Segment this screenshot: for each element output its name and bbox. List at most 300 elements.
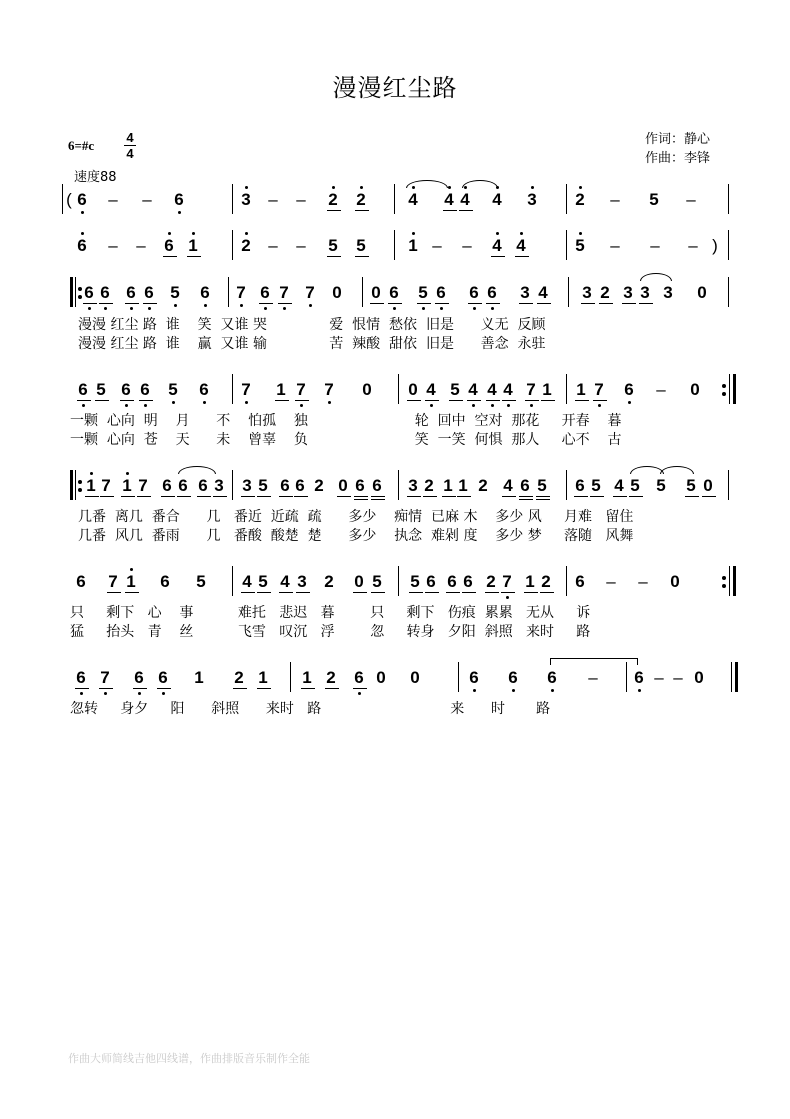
note: 4 [426,380,436,399]
low-dot [80,692,83,695]
note: 1 [194,668,204,687]
low-dot [628,401,631,404]
underline [278,303,292,304]
low-dot [430,404,433,407]
note: 1 [443,476,453,495]
final-thin [731,662,732,692]
repeat-start-thin [75,470,76,500]
lyric-line: 一颗 心向 苍 天 未 曾辜 负 笑 一笑 何惧 那人 心不 古 [70,432,622,448]
low-dot [264,307,267,310]
barline [566,184,567,214]
note: 6 [624,380,634,399]
high-dot [448,186,451,189]
low-dot [393,307,396,310]
low-dot [178,211,181,214]
time-signature-top: 4 [126,130,134,145]
note: 7 [296,380,306,399]
lyric-line: 漫漫 红尘 路 谁 笑 又谁 哭 爱 恨情 愁依 旧是 义无 反顾 [78,317,546,333]
underline [581,303,595,304]
note: 6 [487,283,497,302]
underline [296,592,310,593]
underline [197,496,211,497]
high-dot [579,232,582,235]
underline [446,592,460,593]
lyric-line: 只 剩下 心 事 难托 悲迟 暮 只 剩下 伤痕 累累 无从 诉 [70,605,591,621]
note: 6 [436,283,446,302]
paren: ) [712,236,718,255]
note: 6 [469,668,479,687]
slur [178,466,216,474]
underline [337,496,351,497]
note: 7 [279,283,289,302]
high-dot [531,186,534,189]
lyric-line: 几番 离几 番合 几 番近 近疏 疏 多少 痴情 已麻 木 多少 风 月难 留住 [78,509,634,525]
lyric-line: 一颗 心向 明 月 不 怕孤 独 轮 回中 空对 那花 开春 暮 [70,413,622,429]
note: 6 [280,476,290,495]
underline [83,303,97,304]
low-dot [81,211,84,214]
underline [121,496,135,497]
low-dot [245,401,248,404]
underline [622,303,636,304]
underline [388,303,402,304]
underline [537,303,551,304]
underline [502,400,516,401]
underline [133,688,147,689]
low-dot [473,689,476,692]
note: 2 [328,190,338,209]
underline [423,496,437,497]
low-dot [506,596,509,599]
note: 3 [663,283,673,302]
underline [593,400,607,401]
note: 6 [575,476,585,495]
lyric-line: 猛 抬头 青 丝 飞雪 叹沉 浮 忽 转身 夕阳 斜照 来时 路 [70,624,591,640]
note: 6 [520,476,530,495]
underline [301,688,315,689]
slur [406,180,448,188]
dash: – [610,236,620,255]
dash: – [268,190,278,209]
note: 7 [138,476,148,495]
repeat-end-bar [733,566,736,596]
note: 6 [634,668,644,687]
underline [501,592,515,593]
high-dot [245,232,248,235]
note: 6 [547,668,557,687]
barline [362,277,363,307]
low-dot [422,307,425,310]
barline [568,277,569,307]
underline [353,688,367,689]
note: 5 [96,380,106,399]
note: 0 [670,572,680,591]
note: 7 [324,380,334,399]
underline [259,303,273,304]
note: 6 [198,476,208,495]
underline [442,496,456,497]
low-dot [148,307,151,310]
note: 6 [140,380,150,399]
underline [107,592,121,593]
underline [95,400,109,401]
underline [99,303,113,304]
note: 0 [408,380,418,399]
note: 6 [355,476,365,495]
note: 7 [526,380,536,399]
underline [125,303,139,304]
underline [125,592,139,593]
note: 0 [354,572,364,591]
note: 3 [520,283,530,302]
repeat-start-bar [70,277,73,307]
note: 1 [576,380,586,399]
note: 2 [575,190,585,209]
barline [458,662,459,692]
note: 4 [280,572,290,591]
barline [626,662,627,692]
note: 6 [134,668,144,687]
note: 6 [389,283,399,302]
underline [327,210,341,211]
underline-2 [536,499,550,500]
low-dot [473,307,476,310]
note: 5 [410,572,420,591]
underline [354,496,368,497]
note: 7 [108,572,118,591]
paren: ( [66,190,72,209]
final-thick [735,662,738,692]
high-dot [579,186,582,189]
low-dot [203,401,206,404]
underline [137,496,151,497]
note: 6 [426,572,436,591]
note: 5 [258,572,268,591]
note: 0 [694,668,704,687]
note: 7 [305,283,315,302]
repeat-start-dots [78,283,82,303]
composer-credit: 作曲：李锋 [645,151,711,166]
low-dot [174,304,177,307]
note: 0 [362,380,372,399]
underline [355,256,369,257]
high-dot [412,232,415,235]
underline [370,303,384,304]
note: 6 [200,283,210,302]
note: 5 [168,380,178,399]
low-dot [88,307,91,310]
dash: – [108,190,118,209]
underline [541,400,555,401]
underline [325,688,339,689]
underline [575,400,589,401]
barline [232,566,233,596]
dash: – [686,190,696,209]
dash: – [638,572,648,591]
note: 4 [460,190,470,209]
underline [279,592,293,593]
note: 6 [199,380,209,399]
note: 4 [444,190,454,209]
underline [502,496,516,497]
underline [449,400,463,401]
repeat-start-dots [78,476,82,496]
note: 1 [458,476,468,495]
underline [435,303,449,304]
underline-2 [519,499,533,500]
underline [485,592,499,593]
underline [417,303,431,304]
note: 7 [241,380,251,399]
note: 1 [122,476,132,495]
tempo: 速度88 [74,170,117,185]
note: 4 [487,380,497,399]
note: 6 [372,476,382,495]
barline [290,662,291,692]
underline [241,496,255,497]
underline [702,496,716,497]
underline [525,400,539,401]
low-dot [172,401,175,404]
lyric-line: 几番 风几 番雨 几 番酸 酸楚 楚 多少 执念 难剁 度 多少 梦 落随 风舞 [78,528,634,544]
underline [100,496,114,497]
dash: – [136,236,146,255]
underline [327,256,341,257]
dash: – [673,668,683,687]
underline [515,256,529,257]
high-dot [520,232,523,235]
underline [187,256,201,257]
note: 4 [468,380,478,399]
underline [355,210,369,211]
underline [540,592,554,593]
underline [371,592,385,593]
note: 6 [126,283,136,302]
dash: – [432,236,442,255]
underline [177,496,191,497]
note: 6 [162,476,172,495]
note: 2 [541,572,551,591]
low-dot [512,689,515,692]
underline [157,688,171,689]
note: 5 [649,190,659,209]
note: 3 [527,190,537,209]
underline [75,688,89,689]
high-dot [130,568,133,571]
note: 5 [196,572,206,591]
dash: – [650,236,660,255]
note: 3 [242,476,252,495]
underline [486,400,500,401]
low-dot [104,307,107,310]
note: 2 [241,236,251,255]
low-dot [638,689,641,692]
note: 2 [324,572,334,591]
note: 4 [503,476,513,495]
high-dot [192,232,195,235]
note: 3 [297,572,307,591]
note: 5 [418,283,428,302]
note: 3 [640,283,650,302]
note: 5 [356,236,366,255]
underline [295,400,309,401]
dash: – [656,380,666,399]
repeat-end-dots [722,572,726,592]
low-dot [204,304,207,307]
low-dot [309,304,312,307]
note: 2 [478,476,488,495]
slur [630,466,664,474]
note: 6 [158,668,168,687]
high-dot [245,186,248,189]
low-dot [491,307,494,310]
underline [241,592,255,593]
note: 4 [538,283,548,302]
note: 6 [76,572,86,591]
lyric-line: 忽转 身夕 阳 斜照 来时 路 来 时 路 [70,701,551,717]
underline [486,303,500,304]
note: 6 [77,236,87,255]
note: 4 [516,236,526,255]
note: 4 [503,380,513,399]
note: 4 [492,190,502,209]
underline [279,496,293,497]
note: 6 [354,668,364,687]
note: 1 [86,476,96,495]
note: 0 [690,380,700,399]
barline [232,230,233,260]
note: 7 [502,572,512,591]
low-dot [507,404,510,407]
barline [62,184,63,214]
song-title: 漫漫红尘路 [332,74,458,102]
low-dot [300,404,303,407]
low-dot [144,404,147,407]
high-dot [126,472,129,475]
note: 5 [450,380,460,399]
underline [443,210,457,211]
underline [519,303,533,304]
note: 6 [144,283,154,302]
note: 6 [447,572,457,591]
note: 6 [178,476,188,495]
underline [371,496,385,497]
note: 7 [594,380,604,399]
tie [550,658,638,665]
note: 0 [338,476,348,495]
barline [566,230,567,260]
note: 4 [242,572,252,591]
underline [143,303,157,304]
underline [139,400,153,401]
note: 5 [630,476,640,495]
note: 5 [372,572,382,591]
note: 6 [77,190,87,209]
time-signature-bottom: 4 [126,146,134,161]
underline [491,256,505,257]
footer-watermark: 作曲大师简线吉他四线谱，作曲排版音乐制作全能 [68,1052,310,1065]
underline [524,592,538,593]
note: 4 [492,236,502,255]
underline [459,210,473,211]
underline [99,688,113,689]
low-dot [162,692,165,695]
note: 1 [408,236,418,255]
low-dot [551,689,554,692]
note: 3 [214,476,224,495]
underline [161,496,175,497]
underline [536,496,550,497]
barline [398,470,399,500]
note: 4 [408,190,418,209]
low-dot [82,404,85,407]
note: 3 [582,283,592,302]
underline [613,496,627,497]
dash: – [654,668,664,687]
note: 6 [121,380,131,399]
note: 5 [686,476,696,495]
note: 1 [188,236,198,255]
note: 5 [591,476,601,495]
note: 2 [234,668,244,687]
note: 4 [614,476,624,495]
note: 2 [486,572,496,591]
note: 6 [463,572,473,591]
slur [462,180,498,188]
note: 0 [371,283,381,302]
slur [660,466,694,474]
underline [213,496,227,497]
note: 1 [542,380,552,399]
note: 1 [525,572,535,591]
high-dot [496,232,499,235]
note: 6 [84,283,94,302]
note: 0 [376,668,386,687]
underline [257,592,271,593]
dash: – [268,236,278,255]
underline [77,400,91,401]
low-dot [138,692,141,695]
dash: – [610,190,620,209]
barline [398,374,399,404]
dash: – [688,236,698,255]
underline [425,400,439,401]
barline [728,470,729,500]
low-dot [358,692,361,695]
note: 7 [101,476,111,495]
barline [232,184,233,214]
barline [394,184,395,214]
barline [566,470,567,500]
note: 5 [575,236,585,255]
underline [590,496,604,497]
underline [629,496,643,497]
underline [639,303,653,304]
high-dot [90,472,93,475]
dash: – [108,236,118,255]
high-dot [332,186,335,189]
note: 1 [258,668,268,687]
barline [394,230,395,260]
low-dot [491,404,494,407]
low-dot [125,404,128,407]
dash: – [606,572,616,591]
barline [232,470,233,500]
low-dot [240,304,243,307]
dash: – [588,668,598,687]
underline [85,496,99,497]
barline [398,566,399,596]
